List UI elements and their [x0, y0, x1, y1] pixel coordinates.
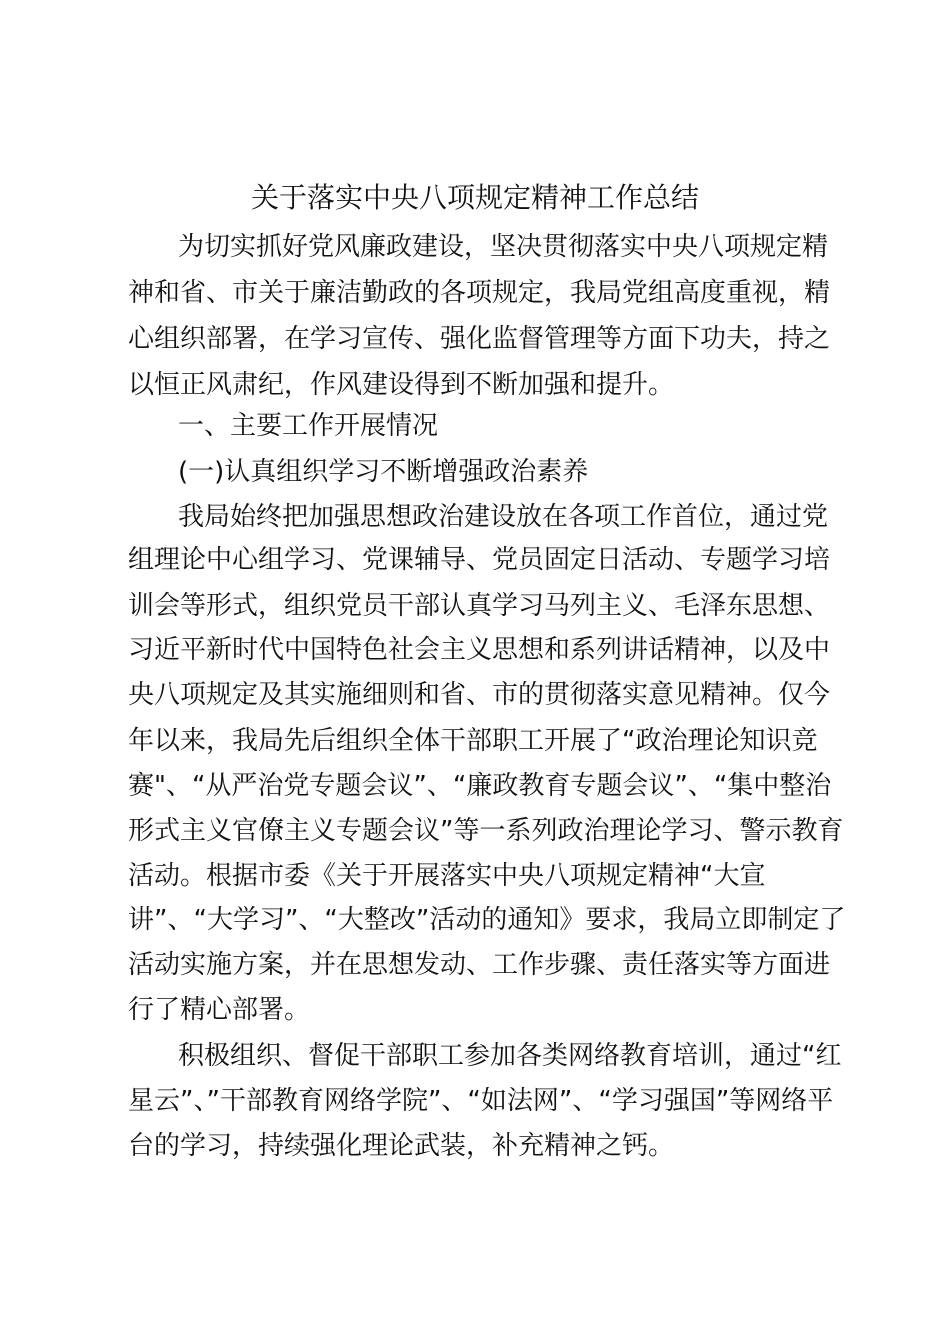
- paragraph-line: 央八项规定及其实施细则和省、市的贯彻落实意见精神。仅今: [128, 680, 831, 710]
- paragraph-line: 习近平新时代中国特色社会主义思想和系列讲话精神，以及中: [128, 635, 831, 665]
- paragraph-line: 心组织部署，在学习宣传、强化监督管理等方面下功夫，持之: [128, 324, 831, 354]
- paragraph-line: 训会等形式，组织党员干部认真学习马列主义、毛泽东思想、: [128, 591, 831, 621]
- paragraph-line: 神和省、市关于廉洁勤政的各项规定，我局党组高度重视，精: [128, 278, 831, 308]
- paragraph-line: 星云”、”干部教育网络学院”、“如法网”、“学习强国”等网络平: [128, 1086, 834, 1116]
- paragraph-line: 形式主义官僚主义专题会议”等一系列政治理论学习、警示教育: [128, 816, 844, 846]
- paragraph-line: 行了精心部署。: [128, 995, 311, 1025]
- document-title: 关于落实中央八项规定精神工作总结: [250, 181, 699, 214]
- paragraph-line: 我局始终把加强思想政治建设放在各项工作首位，通过党: [178, 502, 829, 532]
- paragraph-line: 赛"、“从严治党专题会议”、“廉政教育专题会议”、“集中整治: [128, 771, 832, 801]
- paragraph-line: 以恒正风肃纪，作风建设得到不断加强和提升。: [128, 370, 675, 400]
- paragraph-line: 年以来，我局先后组织全体干部职工开展了“政治理论知识竞: [128, 726, 818, 756]
- paragraph-line: 活动实施方案，并在思想发动、工作步骤、责任落实等方面进: [128, 950, 831, 980]
- paragraph-line: 活动。根据市委《关于开展落实中央八项规定精神“大宣: [128, 861, 766, 891]
- section-heading: 一、主要工作开展情况: [178, 411, 439, 441]
- paragraph-line: 台的学习，持续强化理论武装，补充精神之钙。: [128, 1131, 675, 1161]
- paragraph-line: 为切实抓好党风廉政建设，坚决贯彻落实中央八项规定精: [178, 232, 829, 262]
- subsection-heading: (一)认真组织学习不断增强政治素养: [178, 457, 589, 487]
- paragraph-line: 积极组织、督促干部职工参加各类网络教育培训，通过“红: [178, 1041, 842, 1071]
- paragraph-line: 组理论中心组学习、党课辅导、党员固定日活动、专题学习培: [128, 545, 831, 575]
- paragraph-line: 讲”、“大学习”、“大整改”活动的通知》要求，我局立即制定了: [128, 905, 846, 935]
